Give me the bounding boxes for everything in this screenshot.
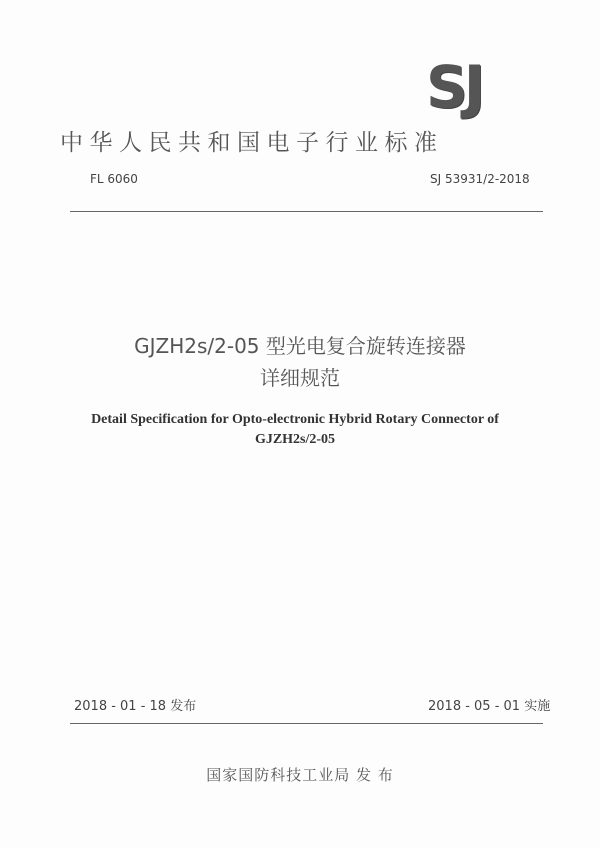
title-cn-line2: 详细规范	[260, 366, 340, 390]
publisher: 国家国防科技工业局 发 布	[206, 766, 394, 784]
title-cn-line1: GJZH2s/2-05 型光电复合旋转连接器	[134, 334, 466, 358]
classification-code: FL 6060	[90, 172, 138, 186]
footer-divider	[70, 723, 543, 724]
header-divider	[70, 211, 543, 212]
sj-logo: SJ	[426, 53, 482, 121]
organization-title: 中华人民共和国电子行业标准	[60, 130, 444, 156]
implementation-date: 2018 - 05 - 01 实施	[428, 699, 551, 714]
title-en-line2: GJZH2s/2-05	[254, 432, 336, 447]
title-en-line1: Detail Specification for Opto-electronic Hybrid Rotary Connector of	[91, 412, 499, 427]
standard-number: SJ 53931/2-2018	[430, 172, 530, 186]
issue-date: 2018 - 01 - 18 发布	[74, 699, 197, 714]
